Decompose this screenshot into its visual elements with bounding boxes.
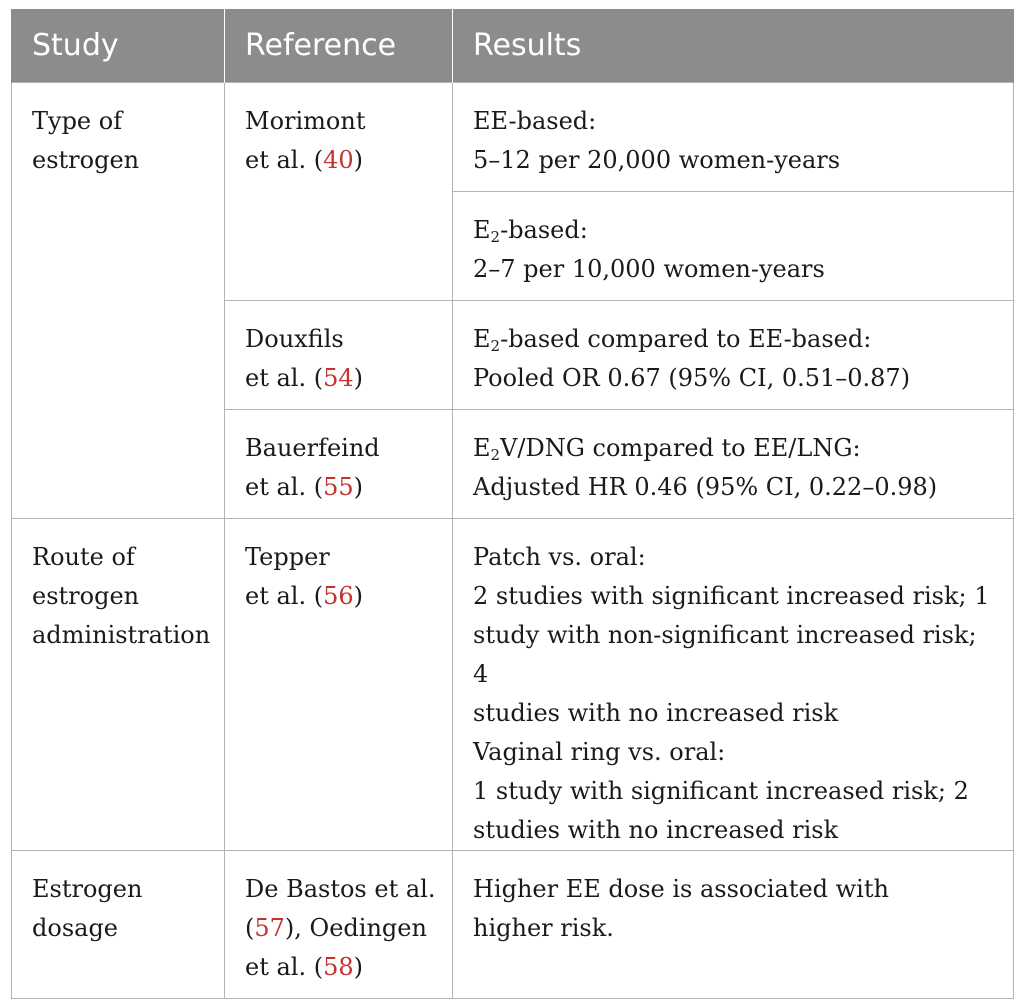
results-text: 5–12 per 20,000 women-years	[473, 146, 841, 174]
reference-paren: )	[353, 146, 364, 174]
reference-paren: )	[353, 953, 364, 981]
header-row	[12, 9, 1014, 83]
header-results: Results	[453, 9, 1014, 83]
citation-link[interactable]: 40	[323, 146, 354, 174]
study-text: Type of	[32, 107, 123, 135]
citation-link[interactable]: 56	[323, 582, 354, 610]
table-row	[12, 851, 1014, 999]
results-text: Patch vs. oral:	[473, 543, 646, 571]
study-cell	[12, 851, 225, 999]
results-table	[11, 9, 1014, 999]
table-row	[12, 83, 1014, 192]
reference-paren: )	[353, 473, 364, 501]
results-text: 2 studies with significant increased risk; 1	[473, 582, 990, 610]
citation-link[interactable]: 55	[323, 473, 354, 501]
reference-author: Tepper	[245, 543, 330, 571]
results-text: 1 study with significant increased risk; 2	[473, 777, 969, 805]
results-text: Pooled OR 0.67 (95% CI, 0.51–0.87)	[473, 364, 911, 392]
results-text: studies with no increased risk	[473, 699, 839, 727]
study-text: estrogen	[32, 582, 140, 610]
results-text: E	[473, 434, 491, 462]
citation-link[interactable]: 58	[323, 953, 354, 981]
table-row	[12, 519, 1014, 851]
reference-etal: et al. (	[245, 364, 324, 392]
reference-paren: )	[353, 582, 364, 610]
reference-cell	[225, 851, 453, 999]
results-cell	[453, 301, 1014, 410]
citation-link[interactable]: 57	[254, 914, 285, 942]
reference-cell	[225, 410, 453, 519]
citation-link[interactable]: 54	[323, 364, 354, 392]
reference-author: De Bastos et al.	[245, 875, 436, 903]
reference-author: ), Oedingen	[284, 914, 427, 942]
reference-paren: )	[353, 364, 364, 392]
reference-cell	[225, 301, 453, 410]
reference-etal: et al. (	[245, 146, 324, 174]
study-text: estrogen	[32, 146, 140, 174]
results-cell	[453, 192, 1014, 301]
reference-author: Douxfils	[245, 325, 344, 353]
study-text: administration	[32, 621, 211, 649]
reference-author: Morimont	[245, 107, 366, 135]
results-text: higher risk.	[473, 914, 614, 942]
results-text: -based compared to EE-based:	[500, 325, 872, 353]
results-text: study with non-significant increased risk; 4	[473, 621, 977, 688]
results-cell	[453, 410, 1014, 519]
results-text: 2–7 per 10,000 women-years	[473, 255, 825, 283]
results-text: EE-based:	[473, 107, 597, 135]
results-text: Adjusted HR 0.46 (95% CI, 0.22–0.98)	[473, 473, 938, 501]
results-text: E	[473, 325, 491, 353]
header-reference: Reference	[225, 9, 453, 83]
study-cell	[12, 83, 225, 519]
reference-cell	[225, 519, 453, 851]
reference-etal: et al. (	[245, 582, 324, 610]
study-text: dosage	[32, 914, 119, 942]
reference-cell	[225, 83, 453, 301]
results-text: Higher EE dose is associated with	[473, 875, 889, 903]
results-text: studies with no increased risk	[473, 816, 839, 844]
study-text: Estrogen	[32, 875, 143, 903]
reference-paren: (	[245, 914, 255, 942]
reference-etal: et al. (	[245, 953, 324, 981]
reference-author: Bauerfeind	[245, 434, 380, 462]
subscript: 2	[490, 446, 501, 464]
header-study: Study	[12, 9, 225, 83]
study-cell	[12, 519, 225, 851]
results-text: E	[473, 216, 491, 244]
results-cell	[453, 83, 1014, 192]
subscript: 2	[490, 228, 501, 246]
results-text: V/DNG compared to EE/LNG:	[500, 434, 861, 462]
results-cell	[453, 519, 1014, 851]
results-text: Vaginal ring vs. oral:	[473, 738, 726, 766]
results-cell	[453, 851, 1014, 999]
subscript: 2	[490, 337, 501, 355]
reference-etal: et al. (	[245, 473, 324, 501]
study-text: Route of	[32, 543, 135, 571]
results-text: -based:	[500, 216, 588, 244]
